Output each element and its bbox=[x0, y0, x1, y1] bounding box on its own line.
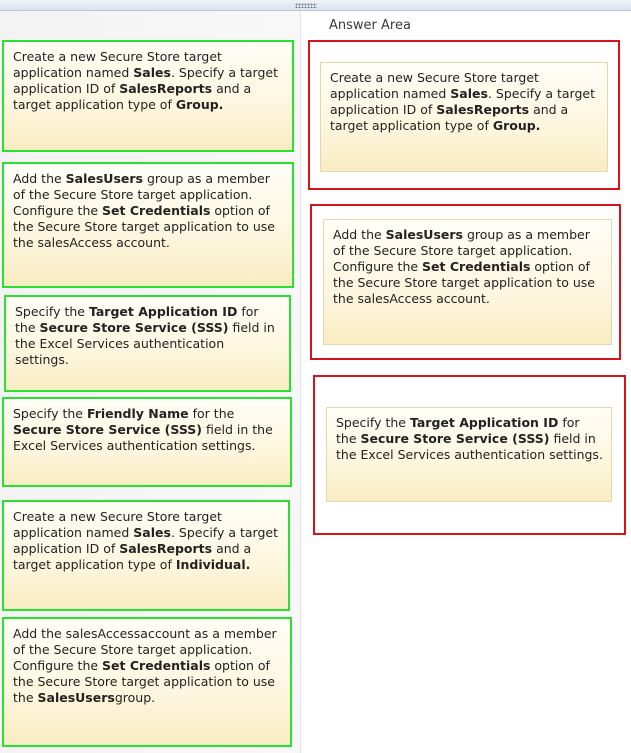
text-run: Create a new Secure Store target application named bbox=[330, 70, 539, 101]
text-run: Specify the bbox=[13, 406, 87, 421]
answer-card-3[interactable] bbox=[326, 407, 612, 502]
option-card-6[interactable] bbox=[2, 617, 292, 747]
option-card-3[interactable] bbox=[4, 295, 291, 392]
text-run: option of the Secure Store target application to use the salesAccess account. bbox=[13, 203, 275, 250]
bold-text: Sales bbox=[450, 86, 488, 101]
text-run: Add the bbox=[13, 171, 66, 186]
text-run: Create a new Secure Store target application named bbox=[13, 49, 222, 80]
text-run: Add the bbox=[333, 227, 386, 242]
bold-text: SalesUsers bbox=[37, 690, 115, 705]
answer-card-text bbox=[333, 227, 603, 307]
bold-text: Target Application ID bbox=[88, 304, 238, 319]
text-run: and a target application type of bbox=[13, 81, 252, 112]
bold-text: SalesUsers bbox=[65, 171, 143, 186]
option-card-text bbox=[13, 626, 282, 706]
bold-text: Set Credentials bbox=[102, 658, 211, 673]
answer-card-2[interactable] bbox=[323, 219, 612, 345]
text-run: for the bbox=[188, 406, 235, 421]
bold-text: Set Credentials bbox=[422, 259, 531, 274]
bold-text: Secure Store Service (SSS) bbox=[13, 422, 202, 437]
bold-text: SalesReports bbox=[436, 102, 530, 117]
text-run: Specify the bbox=[15, 304, 89, 319]
text-run: and a target application type of bbox=[13, 541, 252, 572]
text-run: Create a new Secure Store target application named bbox=[13, 509, 222, 540]
text-run: and a target application type of bbox=[330, 102, 569, 133]
answer-card-text bbox=[330, 70, 599, 134]
pane-splitter[interactable] bbox=[0, 0, 631, 11]
bold-text: Target Application ID bbox=[409, 415, 559, 430]
text-run: group as a member of the Secure Store target application. Configure the bbox=[333, 227, 590, 274]
bold-text: Sales bbox=[133, 65, 171, 80]
option-card-text bbox=[13, 509, 280, 573]
text-run: field in the Excel Services authentication settings. bbox=[13, 422, 273, 453]
option-card-text bbox=[13, 406, 282, 454]
answer-card-1[interactable] bbox=[320, 62, 608, 172]
option-card-text bbox=[13, 49, 284, 113]
bold-text: Secure Store Service (SSS) bbox=[39, 320, 229, 335]
text-run: for the bbox=[336, 415, 580, 446]
text-run: Specify the bbox=[336, 415, 410, 430]
text-run: field in the Excel Services authentication settings. bbox=[15, 320, 275, 367]
text-run: . Specify a target application ID of bbox=[13, 525, 278, 556]
drag-grip-icon[interactable] bbox=[295, 3, 317, 8]
text-run: field in the Excel Services authentication settings. bbox=[336, 431, 603, 462]
option-card-text bbox=[13, 171, 284, 251]
text-run: group as a member of the Secure Store target application. Configure the bbox=[13, 171, 270, 218]
bold-text: SalesUsers bbox=[385, 227, 463, 242]
option-card-text bbox=[15, 304, 281, 368]
option-card-4[interactable] bbox=[2, 397, 292, 487]
text-run: . Specify a target application ID of bbox=[330, 86, 595, 117]
answer-area-title: Answer Area bbox=[329, 18, 411, 33]
option-card-5[interactable] bbox=[2, 500, 290, 611]
bold-text: Friendly Name bbox=[86, 406, 189, 421]
bold-text: Set Credentials bbox=[102, 203, 211, 218]
text-run: option of the Secure Store target application to use the bbox=[13, 658, 275, 705]
bold-text: Group. bbox=[492, 118, 541, 133]
bold-text: Secure Store Service (SSS) bbox=[360, 431, 550, 446]
bold-text: Sales bbox=[133, 525, 171, 540]
option-card-1[interactable] bbox=[2, 40, 294, 152]
text-run: for the bbox=[15, 304, 259, 335]
option-card-2[interactable] bbox=[2, 162, 294, 288]
bold-text: Individual. bbox=[175, 557, 251, 572]
answer-card-text bbox=[336, 415, 603, 463]
text-run: option of the Secure Store target application to use the salesAccess account. bbox=[333, 259, 595, 306]
bold-text: SalesReports bbox=[119, 541, 213, 556]
bold-text: Group. bbox=[175, 97, 224, 112]
text-run: group. bbox=[114, 690, 156, 705]
bold-text: SalesReports bbox=[119, 81, 213, 96]
text-run: Add the salesAccessaccount as a member of the Secure Store target application. Configure the bbox=[13, 626, 277, 673]
text-run: . Specify a target application ID of bbox=[13, 65, 278, 96]
